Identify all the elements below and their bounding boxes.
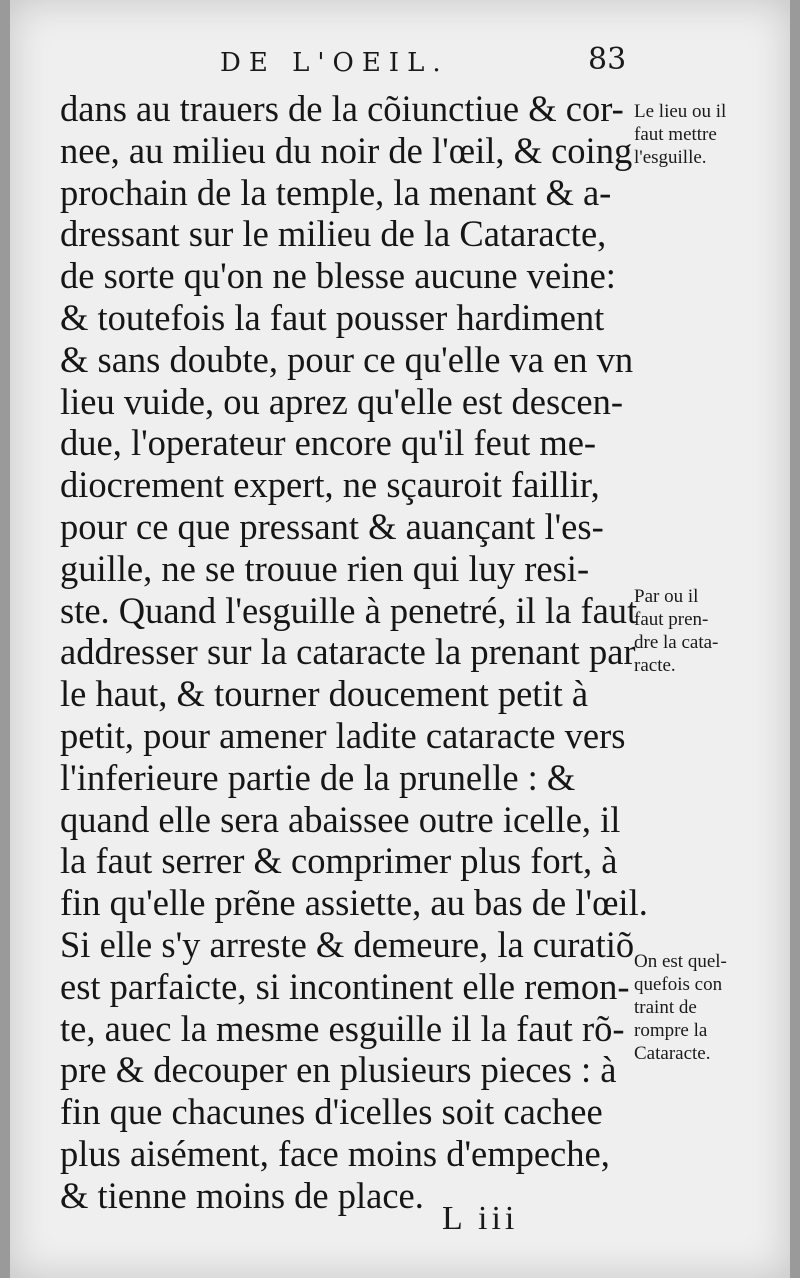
text-line: guille, ne se trouue rien qui luy resi- (60, 547, 590, 589)
text-line: diocrement expert, ne sçauroit faillir, (60, 464, 600, 506)
book-page (10, 0, 790, 1278)
signature-mark: L iii (442, 1200, 519, 1237)
marginal-note-take-cataract (634, 585, 784, 677)
text-line: pre & decouper en plusieurs pieces : à (60, 1049, 617, 1091)
note-line: racte. (634, 655, 676, 676)
text-line: ste. Quand l'esguille à penetré, il la faut (60, 589, 638, 631)
text-line: dressant sur le milieu de la Cataracte, (60, 213, 607, 255)
text-line: fin qu'elle prẽne assiette, au bas de l'œil. (60, 882, 648, 924)
text-line: la faut serrer & comprimer plus fort, à (60, 840, 618, 882)
text-line: prochain de la temple, la menant & a- (60, 171, 612, 213)
text-line: de sorte qu'on ne blesse aucune veine: (60, 255, 616, 297)
note-line: Par ou il (634, 586, 699, 607)
note-line: l'esguille. (634, 147, 707, 168)
text-line: lieu vuide, ou aprez qu'elle est descen- (60, 380, 623, 422)
page-header (10, 42, 790, 82)
text-line: est parfaicte, si incontinent elle remon- (60, 965, 630, 1007)
text-line: dans au trauers de la cõiunctiue & cor- (60, 88, 624, 129)
text-line: & sans doubte, pour ce qu'elle va en vn (60, 338, 634, 380)
text-line: & tienne moins de place. (60, 1174, 424, 1216)
marginal-note-break-cataract (634, 950, 784, 1065)
text-line: petit, pour amener ladite cataracte vers (60, 714, 626, 756)
text-line: fin que chacunes d'icelles soit cachee (60, 1091, 603, 1133)
text-line: quand elle sera abaissee outre icelle, il (60, 798, 621, 840)
note-line: quefois con (634, 974, 723, 995)
text-line: addresser sur la cataracte la prenant par (60, 631, 636, 673)
note-line: traint de (634, 997, 697, 1018)
note-line: Le lieu ou il (634, 101, 727, 122)
text-line: Si elle s'y arreste & demeure, la curatiõ (60, 923, 635, 965)
text-line: pour ce que pressant & auançant l'es- (60, 505, 604, 547)
note-line: On est quel- (634, 951, 727, 972)
text-line: plus aisément, face moins d'empeche, (60, 1132, 610, 1174)
text-line: te, auec la mesme esguille il la faut rõ- (60, 1007, 625, 1049)
running-title: DE L'OEIL. (220, 48, 449, 78)
page-number: 83 (588, 42, 627, 77)
text-line: l'inferieure partie de la prunelle : & (60, 756, 576, 798)
body-text (60, 88, 650, 1217)
text-line: due, l'operateur encore qu'il feut me- (60, 422, 597, 464)
note-line: Cataracte. (634, 1043, 711, 1064)
text-line: nee, au milieu du noir de l'œil, & coing (60, 129, 633, 171)
note-line: dre la cata- (634, 632, 719, 653)
marginal-note-needle-placement (634, 100, 784, 169)
note-line: faut pren- (634, 609, 709, 630)
note-line: rompre la (634, 1020, 708, 1041)
note-line: faut mettre (634, 124, 717, 145)
text-line: & toutefois la faut pousser hardiment (60, 296, 605, 338)
text-line: le haut, & tourner doucement petit à (60, 673, 589, 715)
